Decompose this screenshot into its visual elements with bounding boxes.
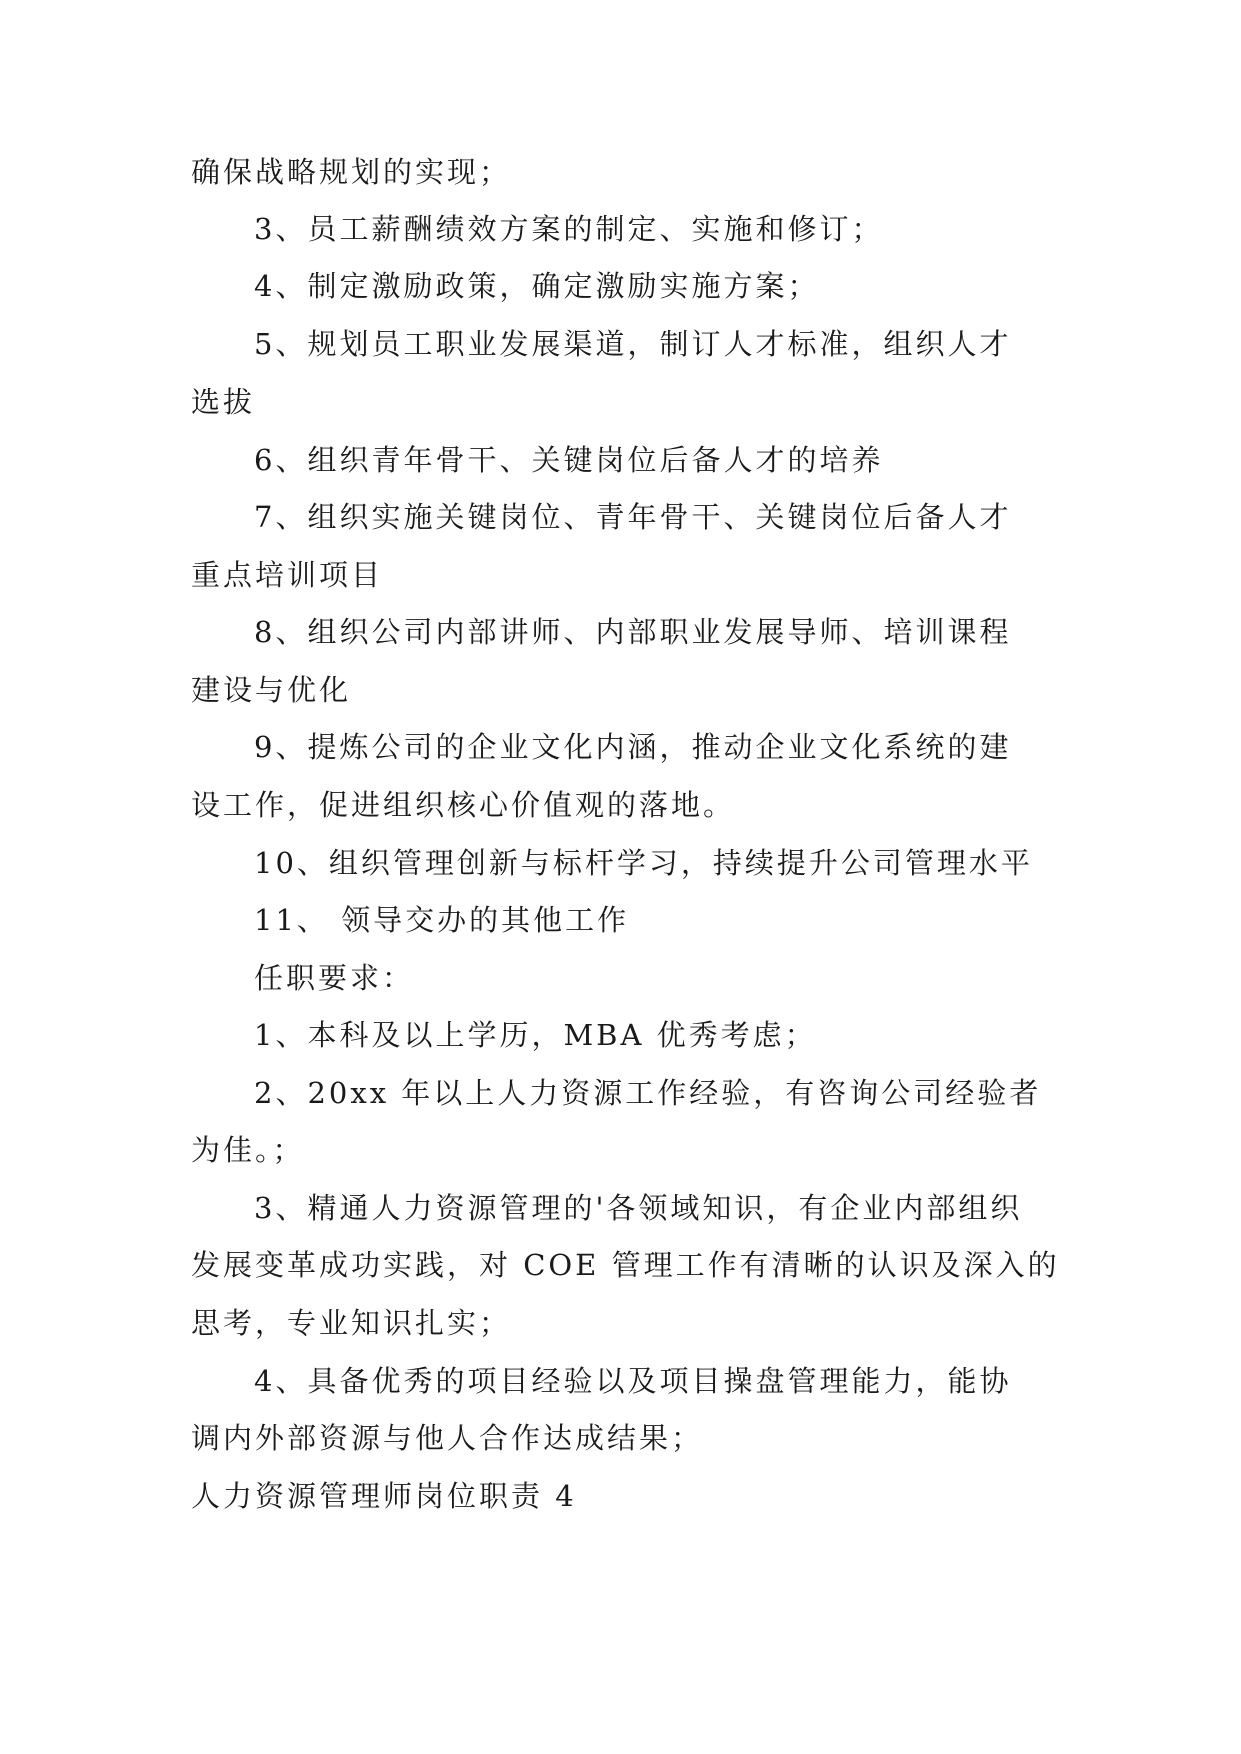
- section-heading: 任职要求：: [254, 961, 415, 995]
- paragraph-line: 建设与优化: [191, 673, 352, 707]
- paragraph-line: 重点培训项目: [191, 558, 384, 592]
- list-item: 7、组织实施关键岗位、青年骨干、关键岗位后备人才: [254, 500, 1012, 534]
- list-item: 4、具备优秀的项目经验以及项目操盘管理能力，能协: [254, 1364, 1012, 1398]
- paragraph-line: 确保战略规划的实现；: [191, 155, 512, 189]
- section-title: 人力资源管理师岗位职责 4: [191, 1479, 577, 1513]
- paragraph-line: 设工作，促进组织核心价值观的落地。: [191, 788, 736, 822]
- list-item: 11、 领导交办的其他工作: [254, 903, 630, 937]
- paragraph-line: 选拔: [191, 385, 256, 419]
- list-item: 3、员工薪酬绩效方案的制定、实施和修订；: [254, 212, 884, 246]
- list-item: 9、提炼公司的企业文化内涵，推动企业文化系统的建: [254, 730, 1012, 764]
- paragraph-line: 为佳。；: [191, 1133, 305, 1167]
- paragraph-line: 调内外部资源与他人合作达成结果；: [191, 1421, 704, 1455]
- list-item: 2、20xx 年以上人力资源工作经验，有咨询公司经验者: [254, 1076, 1042, 1110]
- list-item: 3、精通人力资源管理的'各领域知识，有企业内部组织: [254, 1191, 1023, 1225]
- list-item: 5、规划员工职业发展渠道，制订人才标准，组织人才: [254, 327, 1012, 361]
- list-item: 6、组织青年骨干、关键岗位后备人才的培养: [254, 443, 884, 477]
- list-item: 10、组织管理创新与标杆学习，持续提升公司管理水平: [254, 846, 1033, 880]
- list-item: 8、组织公司内部讲师、内部职业发展导师、培训课程: [254, 615, 1012, 649]
- paragraph-line: 思考，专业知识扎实；: [191, 1306, 512, 1340]
- list-item: 1、本科及以上学历，MBA 优秀考虑；: [254, 1018, 817, 1052]
- list-item: 4、制定激励政策，确定激励实施方案；: [254, 269, 820, 303]
- paragraph-line: 发展变革成功实践，对 COE 管理工作有清晰的认识及深入的: [191, 1248, 1060, 1282]
